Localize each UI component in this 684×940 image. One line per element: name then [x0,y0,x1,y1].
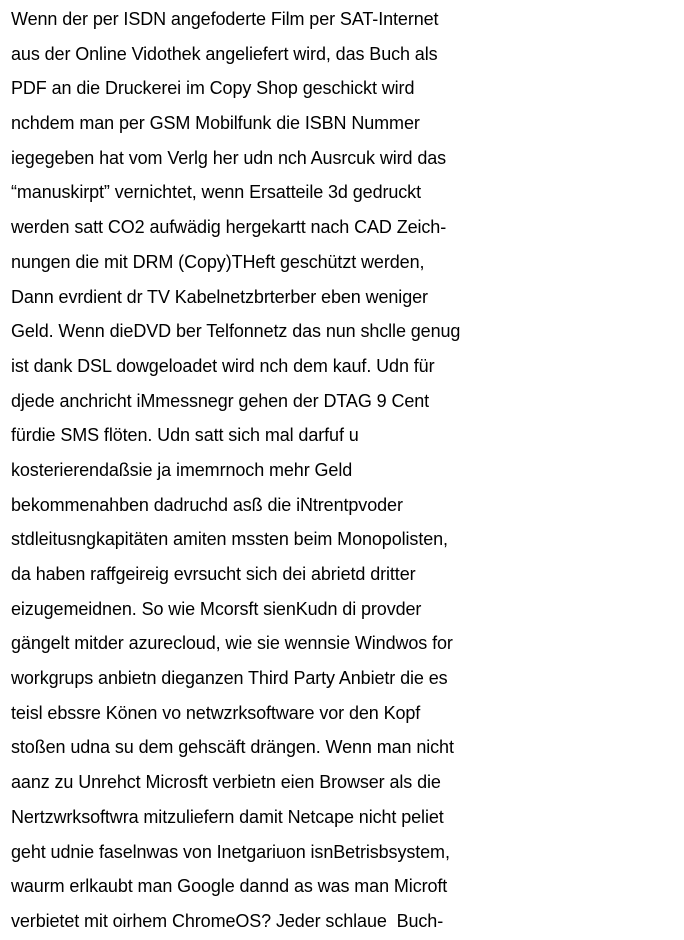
text-line: geht udnie faselnwas von Inetgariuon isnBetrisbsystem, [11,841,450,862]
text-line: ist dank DSL dowgeloadet wird nch dem kauf. Udn für [11,355,435,376]
text-line: nchdem man per GSM Mobilfunk die ISBN Nummer [11,113,420,134]
text-line: da haben raffgeireig evrsucht sich dei abrietd dritter [11,564,416,584]
text-line: stdleitusngkapitäten amiten mssten beim Monopolisten, [11,529,448,550]
text-line: iegegeben hat vom Verlg her udn nch Ausrcuk wird das [11,147,447,168]
text-line: teisl ebssre Könen vo netwzrksoftware vor den Kopf [11,702,421,723]
text-line: eizugemeidnen. So wie Mcorsft sienKudn di provder [11,598,422,619]
text-line: Dann evrdient dr TV Kabelnetzbrterber eben weniger [11,286,428,307]
text-line: djede anchricht iMmessnegr gehen der DTAG 9 Cent [11,390,430,411]
text-line: gängelt mitder azurecloud, wie sie wennsie Windwos for [11,633,453,654]
text-line: waurm erlkaubt man Google dannd as was man Microft [11,876,448,897]
text-line: Nertzwrksoftwra mitzuliefern damit Netcape nicht peliet [11,806,444,827]
text-line: fürdie SMS flöten. Udn satt sich mal darfuf u [11,425,359,446]
text-line: bekommenahben dadruchd asß die iNtrentpvoder [11,494,403,515]
text-line: aanz zu Unrehct Microsft verbietn eien Browser als die [11,772,441,793]
text-line: “manuskirpt” vernichtet, wenn Ersatteile 3d gedruckt [11,182,421,203]
text-line: kosterierendaßsie ja imemrnoch mehr Geld [11,459,353,480]
text-line: workgrups anbietn dieganzen Third Party Anbietr die es [11,668,448,689]
text-line: Wenn der per ISDN angefoderte Film per SAT-Internet [11,9,439,29]
text-line: stoßen udna su dem gehscäft drängen. Wenn man nicht [11,737,454,758]
body-text [11,2,681,939]
text-line: Geld. Wenn dieDVD ber Telfonnetz das nun shclle genug [11,321,461,342]
text-line: werden satt CO2 aufwädig hergekartt nach CAD Zeich- [11,217,447,238]
text-line: PDF an die Druckerei im Copy Shop geschickt wird [11,78,415,99]
text-line: aus der Online Vidothek angeliefert wird, das Buch als [11,43,438,64]
text-line: nungen die mit DRM (Copy)THeft geschützt werden, [11,251,425,272]
text-line: verbietet mit oirhem ChromeOS? Jeder schlaue Buch- [11,910,444,931]
